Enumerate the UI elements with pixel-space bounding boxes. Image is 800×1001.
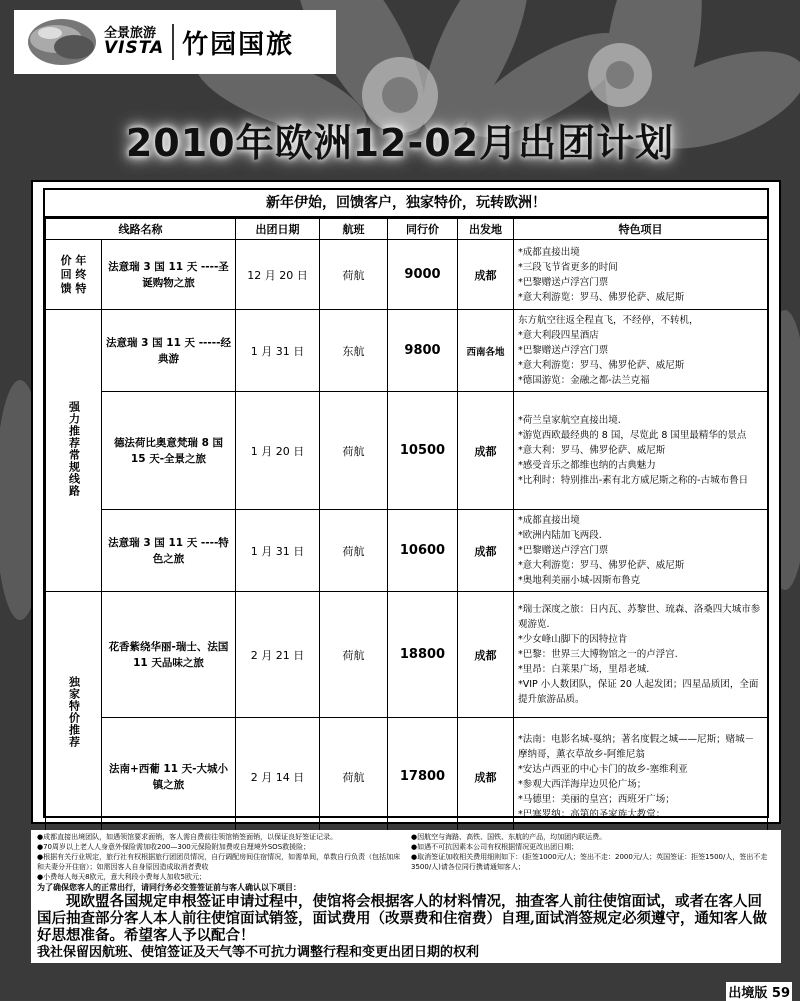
notes-confirm: 为了确保您客人的正常出行，请同行务必交签签证前与客人确认以下项目： (37, 883, 301, 892)
table-header-row (46, 219, 768, 240)
route-name: 法意瑞 3 国 11 天 -----经典游 (102, 310, 236, 392)
notes-right: ●因航空与海路、高铁、国铁、东航的产品，均加团内联运费。 ●如遇不可抗因素本公司有权根据情况更改出团日期； ●取消签证加收相关费用细则如下：(拒签1000元/人；签出不走：2000元/人；英国签证：拒签1500/人，签出不走3500/人)请各位同行携请通知客人； (411, 833, 768, 871)
category-year-end: 价 年 回 终 馈 特 (46, 240, 102, 310)
price: 10500 (388, 392, 458, 510)
schedule-panel (31, 180, 781, 824)
price: 18800 (388, 592, 458, 718)
airline: 荷航 (320, 592, 388, 718)
slogan: 新年伊始，回馈客户，独家特价，玩转欧洲！ (45, 190, 767, 218)
notes-section (31, 830, 781, 963)
header-price: 同行价 (388, 219, 458, 240)
features: 东方航空往返全程直飞，不经停，不转机， *意大利段四星酒店 *巴黎赠送卢浮宫门票 *意大利游览：罗马、佛罗伦萨、威尼斯 *德国游览：金融之都-法兰克福 (514, 310, 768, 392)
route-name: 法意瑞 3 国 11 天 ----特色之旅 (102, 510, 236, 592)
departure-date: 1 月 31 日 (236, 510, 320, 592)
logo-partner: 竹园国旅 (182, 29, 295, 60)
departure-city: 西南各地 (458, 310, 514, 392)
price: 17800 (388, 718, 458, 836)
price: 9000 (388, 240, 458, 310)
page-title: 2010年欧洲12-02月出团计划 (125, 121, 675, 165)
header-departure: 出发地 (458, 219, 514, 240)
logo (14, 10, 336, 74)
category-exclusive: 独家特价推荐 (46, 592, 102, 836)
header-features: 特色项目 (514, 219, 768, 240)
table-row (46, 718, 768, 836)
visa-notice: 现欧盟各国规定申根签证申请过程中，使馆将会根据客人的材料情况，抽查客人前往使馆面试，或者在客人回国后抽查部分客人本人前往使馆面试销签，面试费用（改票费和住宿费）自理,面试消签规定必须遵守，通知客人做好思想准备。希望客人予以配合！ (37, 893, 768, 944)
category-recommended: 强力推荐常规线路 (46, 310, 102, 592)
notes-columns (37, 832, 775, 882)
departure-date: 1 月 31 日 (236, 310, 320, 392)
logo-wordmark (104, 27, 164, 57)
airline: 荷航 (320, 510, 388, 592)
table-row (46, 592, 768, 718)
departure-date: 2 月 21 日 (236, 592, 320, 718)
airline: 东航 (320, 310, 388, 392)
departure-city: 成都 (458, 392, 514, 510)
departure-date: 2 月 14 日 (236, 718, 320, 836)
page-number: 出境版 59 (726, 982, 792, 1001)
route-name: 法南+西葡 11 天-大城小镇之旅 (102, 718, 236, 836)
price: 10600 (388, 510, 458, 592)
airline: 荷航 (320, 718, 388, 836)
departure-city: 成都 (458, 718, 514, 836)
header-route: 线路名称 (46, 219, 236, 240)
rights-notice: 我社保留因航班、使馆签证及天气等不可抗力调整行程和变更出团日期的权利 (37, 945, 480, 960)
logo-cn: 全景旅游 (104, 26, 157, 41)
schedule-frame (43, 188, 769, 818)
header-date: 出团日期 (236, 219, 320, 240)
features: *荷兰皇家航空直接出境. *游览西欧最经典的 8 国，尽览此 8 国里最精华的景点 *意大利：罗马、佛罗伦萨、威尼斯 *感受音乐之都维也纳的古典魅力 *比利时：特别推出-素有北方威尼斯之称的-古城布鲁日 (514, 392, 768, 510)
table-row (46, 392, 768, 510)
airline: 荷航 (320, 392, 388, 510)
departure-city: 成都 (458, 240, 514, 310)
route-name: 法意瑞 3 国 11 天 ----圣诞购物之旅 (102, 240, 236, 310)
departure-date: 12 月 20 日 (236, 240, 320, 310)
route-name: 花香紫绕华丽-瑞士、法国 11 天品味之旅 (102, 592, 236, 718)
logo-divider (172, 24, 174, 60)
departure-city: 成都 (458, 510, 514, 592)
header-flight: 航班 (320, 219, 388, 240)
table-row (46, 240, 768, 310)
features: *成都直接出境 *三段飞节省更多的时间 *巴黎赠送卢浮宫门票 *意大利游览：罗马、佛罗伦萨、威尼斯 (514, 240, 768, 310)
schedule-table (45, 218, 768, 836)
departure-date: 1 月 20 日 (236, 392, 320, 510)
airline: 荷航 (320, 240, 388, 310)
table-row (46, 510, 768, 592)
globe-logo-icon (26, 17, 98, 67)
departure-city: 成都 (458, 592, 514, 718)
table-row (46, 310, 768, 392)
price: 9800 (388, 310, 458, 392)
features: *成都直接出境 *欧洲内陆加飞两段. *巴黎赠送卢浮宫门票 *意大利游览：罗马、佛罗伦萨、威尼斯 *奥地利美丽小城-因斯布鲁克 (514, 510, 768, 592)
features: *瑞士深度之旅：日内瓦、苏黎世、琉森、洛桑四大城市参观游览. *少女峰山脚下的因特拉肯 *巴黎：世界三大博物馆之一的卢浮宫. *里昂：白莱果广场，里昂老城. *VIP 小人数团队，保证 20 人起发团；四星品质团，全面提升旅游品质。 (514, 592, 768, 718)
notes-left: ●成都直接出境团队，如遇领馆要求面销，客人需自费前往领馆销签面销，以保证良好签证记录。 ●70周岁以上老人人身意外保险需加收200—300元保险附加费或自理境外SOS救援险； ●根据有关行业规定，旅行社有权根据旅行团团员情况，自行调配房间住宿情况，如需单间，单数自行负责（包括加床和夫妻分开住宿）；如需因客人自身原因造成取消者费收 ●小费每人每天8欧元，意大利段小费每人加收5欧元； (37, 833, 401, 881)
features: *法南：电影名城-戛纳；著名度假之城——尼斯；赌城－摩纳哥，薰衣草故乡-阿维尼翁 *安达卢西亚的中心卡门的故乡-塞维利亚 *参观大西洋海岸边贝伦广场； *马德里：美丽的皇宫；西班牙广场； *巴塞罗纳：高第的圣家族大教堂； (514, 718, 768, 836)
logo-en: VISTA (104, 38, 165, 58)
route-name: 德法荷比奥意梵瑞 8 国 15 天-全景之旅 (102, 392, 236, 510)
